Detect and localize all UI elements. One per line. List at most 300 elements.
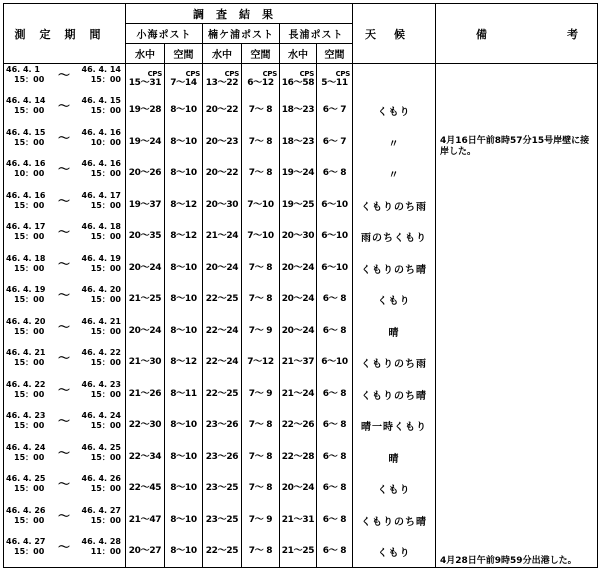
value-cell xyxy=(242,316,280,348)
weather-cell: くもり xyxy=(353,536,436,568)
value-text: 21〜25 xyxy=(281,546,315,556)
note-cell xyxy=(436,316,598,348)
period-from-date: 46. 4. 25 xyxy=(6,474,46,483)
value-cell xyxy=(242,190,280,222)
value-text: 20〜27 xyxy=(128,546,162,556)
period-to-date: 46. 4. 20 xyxy=(81,285,121,294)
value-cell xyxy=(280,536,317,568)
period-to-date: 46. 4. 26 xyxy=(81,474,121,483)
value-text: 19〜25 xyxy=(281,199,315,210)
air-header: 空間 xyxy=(317,44,353,64)
value-text: 6〜 8 xyxy=(322,514,347,525)
period-to-date: 46. 4. 16 xyxy=(81,127,121,137)
weather-cell: 晴 xyxy=(353,442,436,474)
value-text: 5〜11 xyxy=(321,78,348,88)
value-text: 20〜24 xyxy=(128,262,162,273)
value-text: 15〜31 xyxy=(128,78,162,88)
value-cell xyxy=(165,64,203,96)
period-to-time: 15：00 xyxy=(90,200,121,210)
value-cell xyxy=(242,473,280,505)
value-cell xyxy=(203,347,242,379)
period-tilde: 〜 xyxy=(58,68,71,82)
value-cell xyxy=(242,284,280,316)
value-cell xyxy=(126,473,165,505)
period-from-time: 15：00 xyxy=(14,452,45,462)
period-to-date: 46. 4. 17 xyxy=(81,190,121,200)
value-text: 20〜30 xyxy=(205,199,239,210)
value-text: 20〜24 xyxy=(281,294,315,305)
value-cell xyxy=(280,442,317,474)
period-from-time: 15：00 xyxy=(14,515,45,525)
weather-header: 天候 xyxy=(353,4,436,64)
period-from-date: 46. 4. 18 xyxy=(6,253,46,263)
weather-cell: くもりのち晴 xyxy=(353,505,436,537)
value-cell xyxy=(126,64,165,96)
value-cell xyxy=(126,505,165,537)
water-header: 水中 xyxy=(280,44,317,64)
period-to-time: 15：00 xyxy=(90,106,121,115)
value-cell xyxy=(165,316,203,348)
period-tilde: 〜 xyxy=(58,351,71,365)
period-tilde: 〜 xyxy=(58,319,71,334)
value-text: 21〜25 xyxy=(128,294,162,305)
value-text: 7〜 8 xyxy=(248,168,273,179)
value-cell xyxy=(280,284,317,316)
value-cell xyxy=(317,473,353,505)
value-text: 22〜25 xyxy=(205,388,239,399)
value-cell xyxy=(203,221,242,253)
period-from-date: 46. 4. 24 xyxy=(6,442,46,452)
value-cell xyxy=(317,158,353,190)
value-text: 22〜34 xyxy=(128,451,162,462)
value-cell xyxy=(126,379,165,411)
value-text: 16〜58 xyxy=(281,78,315,88)
period-from-time: 15：00 xyxy=(14,75,45,84)
value-cell xyxy=(280,64,317,96)
value-text: 8〜10 xyxy=(170,420,197,431)
value-cell xyxy=(280,410,317,442)
post-header-kusugaura: 楠ケ浦ポスト xyxy=(203,24,280,44)
note-cell xyxy=(436,95,598,127)
table-row xyxy=(4,316,598,348)
unit-label: CPS xyxy=(335,70,350,78)
value-cell xyxy=(126,190,165,222)
value-cell xyxy=(242,536,280,568)
value-text: 23〜26 xyxy=(205,451,239,462)
table-row xyxy=(4,442,598,474)
period-to-time: 15：00 xyxy=(90,421,121,430)
period-from-date: 46. 4. 16 xyxy=(6,159,46,168)
value-cell xyxy=(280,95,317,127)
value-cell xyxy=(280,505,317,537)
value-text: 8〜10 xyxy=(170,294,197,305)
value-text: 6〜 8 xyxy=(322,325,347,336)
period-from-date: 46. 4. 17 xyxy=(6,222,46,231)
period-from-time: 15：00 xyxy=(14,106,45,115)
table-row xyxy=(4,473,598,505)
note-cell xyxy=(436,64,598,96)
period-from-time: 15：00 xyxy=(14,547,45,556)
weather-cell: くもりのち晴 xyxy=(353,253,436,285)
period-from-date: 46. 4. 23 xyxy=(6,411,46,420)
period-to-date: 46. 4. 22 xyxy=(81,348,121,357)
value-text: 7〜 9 xyxy=(248,388,273,399)
weather-cell: くもり xyxy=(353,95,436,127)
period-cell xyxy=(4,536,126,568)
period-to-date: 46. 4. 23 xyxy=(81,379,121,389)
period-from-date: 46. 4. 1 xyxy=(6,65,40,74)
value-cell xyxy=(203,442,242,474)
value-text: 23〜25 xyxy=(205,514,239,525)
period-cell xyxy=(4,505,126,537)
period-to-date: 46. 4. 15 xyxy=(81,96,121,105)
value-cell xyxy=(203,316,242,348)
period-from-time: 15：00 xyxy=(14,421,45,430)
value-cell xyxy=(203,536,242,568)
air-header: 空間 xyxy=(242,44,280,64)
value-cell xyxy=(203,253,242,285)
value-cell xyxy=(280,379,317,411)
period-cell xyxy=(4,158,126,190)
weather-cell: 晴 xyxy=(353,316,436,348)
value-text: 8〜11 xyxy=(170,388,197,399)
period-to-time: 15：00 xyxy=(90,389,121,399)
value-cell xyxy=(165,473,203,505)
value-cell xyxy=(165,95,203,127)
period-tilde: 〜 xyxy=(58,414,71,428)
value-cell xyxy=(126,316,165,348)
value-cell xyxy=(317,410,353,442)
note-cell xyxy=(436,505,598,537)
value-text: 21〜26 xyxy=(128,388,162,399)
value-cell xyxy=(126,284,165,316)
note-cell xyxy=(436,221,598,253)
value-text: 8〜10 xyxy=(170,168,197,179)
value-cell xyxy=(203,505,242,537)
value-text: 8〜12 xyxy=(170,357,197,368)
table-row xyxy=(4,253,598,285)
weather-cell: くもりのち雨 xyxy=(353,190,436,222)
value-text: 20〜24 xyxy=(205,262,239,273)
period-to-time: 15：00 xyxy=(90,169,121,178)
period-from-time: 15：00 xyxy=(14,326,45,336)
period-tilde: 〜 xyxy=(58,256,71,271)
note-cell: 4月16日午前8時57分15号岸壁に接岸した。 xyxy=(436,127,598,159)
value-text: 8〜10 xyxy=(170,514,197,525)
value-text: 7〜 8 xyxy=(248,262,273,273)
value-cell xyxy=(203,127,242,159)
water-header: 水中 xyxy=(126,44,165,64)
period-cell xyxy=(4,221,126,253)
value-text: 22〜24 xyxy=(205,325,239,336)
post-header-koumi: 小海ポスト xyxy=(126,24,203,44)
value-text: 8〜10 xyxy=(170,105,197,116)
value-cell xyxy=(242,95,280,127)
value-text: 21〜30 xyxy=(128,357,162,368)
air-header: 空間 xyxy=(165,44,203,64)
value-text: 20〜24 xyxy=(281,483,315,494)
value-cell xyxy=(203,284,242,316)
value-text: 6〜 8 xyxy=(322,168,347,179)
value-text: 7〜 8 xyxy=(248,483,273,494)
value-cell xyxy=(317,221,353,253)
value-cell xyxy=(126,536,165,568)
notes-header-b: 考 xyxy=(567,27,578,41)
value-cell xyxy=(126,221,165,253)
value-cell xyxy=(126,158,165,190)
period-tilde: 〜 xyxy=(58,162,71,176)
table-row xyxy=(4,127,598,159)
period-to-date: 46. 4. 14 xyxy=(81,65,121,74)
value-cell xyxy=(126,442,165,474)
value-cell xyxy=(165,221,203,253)
value-text: 6〜10 xyxy=(321,199,348,210)
value-text: 20〜23 xyxy=(205,136,239,147)
value-cell xyxy=(165,536,203,568)
period-to-time: 15：00 xyxy=(90,326,121,336)
period-to-time: 15：00 xyxy=(90,452,121,462)
period-to-date: 46. 4. 16 xyxy=(81,159,121,168)
value-cell xyxy=(165,253,203,285)
value-text: 6〜 8 xyxy=(322,420,347,431)
value-cell xyxy=(317,316,353,348)
value-cell xyxy=(165,127,203,159)
note-cell xyxy=(436,410,598,442)
value-cell xyxy=(126,95,165,127)
value-text: 7〜14 xyxy=(170,78,197,88)
value-text: 20〜35 xyxy=(128,231,162,242)
value-cell xyxy=(126,347,165,379)
weather-cell: 晴一時くもり xyxy=(353,410,436,442)
period-from-time: 10：00 xyxy=(14,169,45,178)
results-header: 調査結果 xyxy=(126,4,353,24)
period-cell xyxy=(4,127,126,159)
period-to-date: 46. 4. 24 xyxy=(81,411,121,420)
period-to-date: 46. 4. 19 xyxy=(81,253,121,263)
period-to-date: 46. 4. 27 xyxy=(81,505,121,515)
value-cell xyxy=(242,410,280,442)
period-tilde: 〜 xyxy=(58,99,71,113)
value-text: 8〜10 xyxy=(170,325,197,336)
period-header: 測定期間 xyxy=(4,4,126,64)
value-text: 6〜10 xyxy=(321,231,348,242)
period-from-date: 46. 4. 22 xyxy=(6,379,46,389)
value-cell xyxy=(280,316,317,348)
period-cell xyxy=(4,253,126,285)
period-cell xyxy=(4,190,126,222)
value-cell xyxy=(242,64,280,96)
value-text: 6〜 8 xyxy=(322,546,347,556)
table-row xyxy=(4,347,598,379)
period-from-time: 15：00 xyxy=(14,484,45,493)
period-to-date: 46. 4. 21 xyxy=(81,316,121,326)
value-text: 7〜 8 xyxy=(248,294,273,305)
period-to-date: 46. 4. 25 xyxy=(81,442,121,452)
value-text: 6〜 8 xyxy=(322,294,347,305)
value-cell xyxy=(242,347,280,379)
period-to-time: 15：00 xyxy=(90,484,121,493)
value-cell xyxy=(317,442,353,474)
value-text: 23〜26 xyxy=(205,420,239,431)
value-text: 6〜10 xyxy=(321,357,348,368)
period-tilde: 〜 xyxy=(58,382,71,397)
unit-label: CPS xyxy=(262,70,277,78)
value-text: 22〜25 xyxy=(205,546,239,556)
value-text: 21〜24 xyxy=(281,388,315,399)
period-tilde: 〜 xyxy=(58,508,71,523)
weather-cell: 〃 xyxy=(353,158,436,190)
value-cell xyxy=(165,190,203,222)
period-from-time: 15：00 xyxy=(14,232,45,241)
value-text: 6〜10 xyxy=(321,262,348,273)
period-from-time: 15：00 xyxy=(14,200,45,210)
value-text: 7〜 8 xyxy=(248,546,273,556)
value-cell xyxy=(203,95,242,127)
value-cell xyxy=(203,379,242,411)
period-to-time: 15：00 xyxy=(90,295,121,304)
table-row xyxy=(4,95,598,127)
value-text: 20〜22 xyxy=(205,105,239,116)
table-row xyxy=(4,410,598,442)
period-from-time: 15：00 xyxy=(14,358,45,367)
value-cell xyxy=(203,64,242,96)
period-to-date: 46. 4. 18 xyxy=(81,222,121,231)
weather-cell: 〃 xyxy=(353,127,436,159)
weather-cell: くもりのち晴 xyxy=(353,379,436,411)
period-to-time: 15：00 xyxy=(90,515,121,525)
value-cell xyxy=(317,284,353,316)
value-cell xyxy=(280,221,317,253)
period-tilde: 〜 xyxy=(58,193,71,208)
value-text: 8〜10 xyxy=(170,451,197,462)
weather-cell: くもり xyxy=(353,473,436,505)
value-text: 7〜10 xyxy=(247,199,274,210)
value-text: 13〜22 xyxy=(205,78,239,88)
note-cell xyxy=(436,379,598,411)
period-to-time: 15：00 xyxy=(90,75,121,84)
value-text: 19〜28 xyxy=(128,105,162,116)
table-row xyxy=(4,505,598,537)
value-text: 6〜 8 xyxy=(322,388,347,399)
value-cell xyxy=(317,505,353,537)
value-text: 7〜 9 xyxy=(248,325,273,336)
period-from-date: 46. 4. 19 xyxy=(6,285,46,294)
period-from-date: 46. 4. 16 xyxy=(6,190,46,200)
value-text: 20〜26 xyxy=(128,168,162,179)
value-text: 19〜24 xyxy=(281,168,315,179)
period-cell xyxy=(4,379,126,411)
value-text: 7〜10 xyxy=(247,231,274,242)
value-text: 7〜 8 xyxy=(248,105,273,116)
unit-label: CPS xyxy=(299,70,314,78)
value-cell xyxy=(165,410,203,442)
table-row xyxy=(4,158,598,190)
table-row xyxy=(4,64,598,96)
table-row xyxy=(4,536,598,568)
value-text: 8〜10 xyxy=(170,483,197,494)
value-cell xyxy=(203,473,242,505)
water-header: 水中 xyxy=(203,44,242,64)
value-text: 19〜37 xyxy=(128,199,162,210)
value-text: 6〜 8 xyxy=(322,483,347,494)
value-text: 7〜 8 xyxy=(248,451,273,462)
value-cell xyxy=(242,221,280,253)
value-cell xyxy=(203,410,242,442)
value-cell xyxy=(280,253,317,285)
value-text: 7〜12 xyxy=(247,357,274,368)
value-text: 18〜23 xyxy=(281,136,315,147)
value-cell xyxy=(280,190,317,222)
value-text: 20〜24 xyxy=(281,262,315,273)
value-cell xyxy=(280,347,317,379)
period-tilde: 〜 xyxy=(58,540,71,554)
period-from-time: 15：00 xyxy=(14,137,45,147)
period-to-time: 15：00 xyxy=(90,263,121,273)
period-from-date: 46. 4. 14 xyxy=(6,96,46,105)
value-text: 22〜25 xyxy=(205,294,239,305)
period-cell xyxy=(4,347,126,379)
value-cell xyxy=(165,284,203,316)
period-cell xyxy=(4,410,126,442)
period-from-date: 46. 4. 20 xyxy=(6,316,46,326)
value-text: 22〜45 xyxy=(128,483,162,494)
value-text: 22〜24 xyxy=(205,357,239,368)
value-cell xyxy=(317,253,353,285)
unit-label: CPS xyxy=(147,70,162,78)
value-cell xyxy=(242,505,280,537)
value-cell xyxy=(165,505,203,537)
value-text: 23〜25 xyxy=(205,483,239,494)
period-to-date: 46. 4. 28 xyxy=(81,537,121,546)
value-cell xyxy=(317,379,353,411)
value-text: 8〜10 xyxy=(170,136,197,147)
survey-table xyxy=(3,3,598,568)
value-cell xyxy=(203,190,242,222)
table-row xyxy=(4,190,598,222)
weather-cell: 雨のちくもり xyxy=(353,221,436,253)
period-to-time: 10：00 xyxy=(90,137,121,147)
note-cell xyxy=(436,442,598,474)
period-from-time: 15：00 xyxy=(14,263,45,273)
unit-label: CPS xyxy=(185,70,200,78)
value-text: 20〜24 xyxy=(128,325,162,336)
value-text: 20〜30 xyxy=(281,231,315,242)
value-cell xyxy=(242,379,280,411)
value-cell xyxy=(165,158,203,190)
table-row xyxy=(4,379,598,411)
value-cell xyxy=(317,127,353,159)
note-cell xyxy=(436,253,598,285)
note-cell xyxy=(436,284,598,316)
value-cell xyxy=(203,158,242,190)
value-text: 21〜37 xyxy=(281,357,315,368)
value-cell xyxy=(242,442,280,474)
value-text: 7〜 9 xyxy=(248,514,273,525)
value-text: 7〜 8 xyxy=(248,420,273,431)
value-text: 6〜12 xyxy=(247,78,274,88)
period-cell xyxy=(4,64,126,96)
note-cell xyxy=(436,190,598,222)
value-cell xyxy=(126,127,165,159)
period-cell xyxy=(4,95,126,127)
value-cell xyxy=(165,347,203,379)
table-row xyxy=(4,221,598,253)
value-cell xyxy=(242,127,280,159)
period-from-date: 46. 4. 21 xyxy=(6,348,46,357)
value-cell xyxy=(317,64,353,96)
notes-header xyxy=(436,4,598,64)
table-body xyxy=(4,64,598,568)
